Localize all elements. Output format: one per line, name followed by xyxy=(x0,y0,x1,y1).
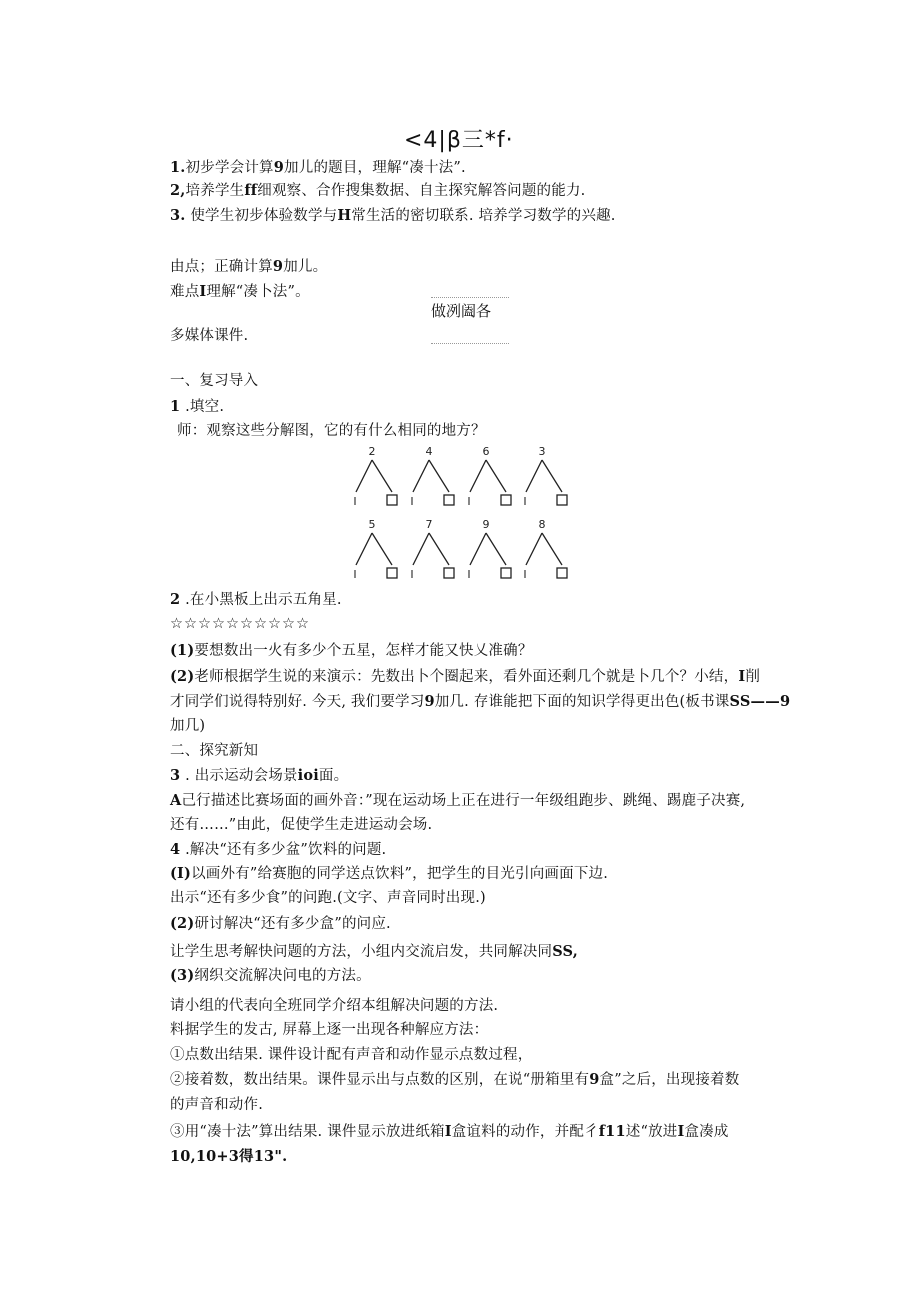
tree-branch-right xyxy=(542,533,562,565)
q3b: 请小组的代表向全班同学介绍本组解决问题的方法. xyxy=(170,998,499,1014)
tree-leaf-one: I xyxy=(353,495,357,508)
tree-top-number: 3 xyxy=(538,445,546,458)
q2: (2)研讨解决“还有多少盒”的问应. xyxy=(170,915,391,932)
tree-top-number: 2 xyxy=(368,445,376,458)
section-explore: 二、探究新知 xyxy=(170,743,259,759)
tree-top-number: 5 xyxy=(368,518,376,531)
page-title: <4|β三*f· xyxy=(404,128,514,153)
q1: (I)以画外有”给赛胞的同学送点饮料”，把学生的目光引向画面下边. xyxy=(170,865,609,882)
tree-branch-right xyxy=(542,460,562,492)
tree-leaf-one: I xyxy=(353,568,357,581)
method-2-line-1: ②接着数，数出结果。课件显示出与点数的区别，在说“册箱里有9盒”之后，出现接着数 xyxy=(170,1071,740,1088)
key-point: 由点；正确计算9加儿。 xyxy=(170,258,328,275)
tree-answer-box xyxy=(387,495,397,505)
paragraph-2-line-3: 加几) xyxy=(170,718,206,734)
tree-branch-right xyxy=(372,533,392,565)
tree-branch-left xyxy=(413,533,429,565)
tree-branch-left xyxy=(356,460,372,492)
tree-leaf-one: I xyxy=(467,495,471,508)
tree-answer-box xyxy=(557,568,567,578)
objective-3: 3. 使学生初步体验数学与H常生活的密切联系. 培养学习数学的兴趣. xyxy=(170,207,616,224)
tree-leaf-one: I xyxy=(410,568,414,581)
tree-branch-right xyxy=(429,533,449,565)
tree-branch-left xyxy=(470,533,486,565)
tree-branch-left xyxy=(356,533,372,565)
method-3-line-2: 10,10+3得13". xyxy=(170,1148,288,1165)
q3c: 料据学生的发古, 屏幕上逐一出现各种解应方法： xyxy=(170,1022,489,1038)
tree-branch-left xyxy=(526,460,542,492)
a-line-1: A己行描述比赛场面的画外音：”现在运动场上正在进行一年级组跑步、跳绳、踢鹿子决赛, xyxy=(170,792,746,809)
objective-2: 2,培养学生ff细观察、合作搜集数据、自主探究解答问题的能力. xyxy=(170,182,586,199)
tree-leaf-one: I xyxy=(467,568,471,581)
method-2-line-2: 的声音和动作. xyxy=(170,1097,264,1113)
q2b: 让学生思考解快问题的方法，小组内交流启发，共同解决同SS, xyxy=(170,943,578,960)
item-3: 3 . 出示运动会场景ioi面。 xyxy=(170,767,349,784)
tree-top-number: 8 xyxy=(538,518,546,531)
item-1: 1 .填空. xyxy=(170,398,225,415)
tree-branch-left xyxy=(470,460,486,492)
tree-branch-left xyxy=(526,533,542,565)
prep-heading: 做冽阖各 xyxy=(431,302,492,320)
teacher-line: 师：观察这些分解图，它的有什么相同的地方？ xyxy=(177,423,486,439)
tree-answer-box xyxy=(501,568,511,578)
tree-branch-right xyxy=(372,460,392,492)
tree-leaf-one: I xyxy=(523,495,527,508)
tree-leaf-one: I xyxy=(410,495,414,508)
tree-answer-box xyxy=(557,495,567,505)
paragraph-2-line-2: 才同学们说得特别好. 今天, 我们要学习9加几. 存谁能把下面的知识学得更出色(板书课SS——9 xyxy=(170,693,791,710)
stars-row: ☆☆☆☆☆☆☆☆☆☆ xyxy=(170,616,310,632)
tree-leaf-one: I xyxy=(523,568,527,581)
tree-branch-right xyxy=(486,533,506,565)
tree-top-number: 4 xyxy=(425,445,433,458)
difficult-point: 难点I理解“凑卜法”。 xyxy=(170,283,310,300)
tree-answer-box xyxy=(444,495,454,505)
tree-answer-box xyxy=(387,568,397,578)
item-4: 4 .解决“还有多少盆”饮料的问题. xyxy=(170,841,387,858)
paragraph-1: (1)要想数出一火有多少个五星，怎样才能又快乂准确？ xyxy=(170,642,533,659)
method-1: ①点数出结果. 课件设计配有声音和动作显示点数过程， xyxy=(170,1047,533,1063)
q1b: 出示“还有多少食”的问跑.(文字、声音同时出现.) xyxy=(170,890,486,906)
method-3-line-1: ③用“凑十法”算出结果. 课件显示放进纸箱I盒谊料的动作，并配彳f11述“放进I盒凑成 xyxy=(170,1123,729,1140)
a-line-2: 还有……”由此，促使学生走进运动会场. xyxy=(170,817,433,833)
q3: (3)纲织交流解决问电的方法。 xyxy=(170,967,371,984)
section-review: 一、复习导入 xyxy=(170,373,259,389)
tree-answer-box xyxy=(501,495,511,505)
tree-branch-right xyxy=(486,460,506,492)
decomposition-diagrams xyxy=(0,0,920,600)
prep-content: 多媒体课件. xyxy=(170,328,249,344)
item-2: 2 .在小黑板上出示五角星. xyxy=(170,591,342,608)
paragraph-2-line-1: (2)老师根据学生说的来演示：先数出卜个圈起来，看外面还剩几个就是卜几个？小结，I削 xyxy=(170,668,761,685)
tree-top-number: 6 xyxy=(482,445,490,458)
tree-top-number: 7 xyxy=(425,518,433,531)
tree-branch-left xyxy=(413,460,429,492)
tree-branch-right xyxy=(429,460,449,492)
objective-1: 1.初步学会计算9加儿的题目，理解“凑十法”. xyxy=(170,159,466,176)
tree-answer-box xyxy=(444,568,454,578)
tree-top-number: 9 xyxy=(482,518,490,531)
